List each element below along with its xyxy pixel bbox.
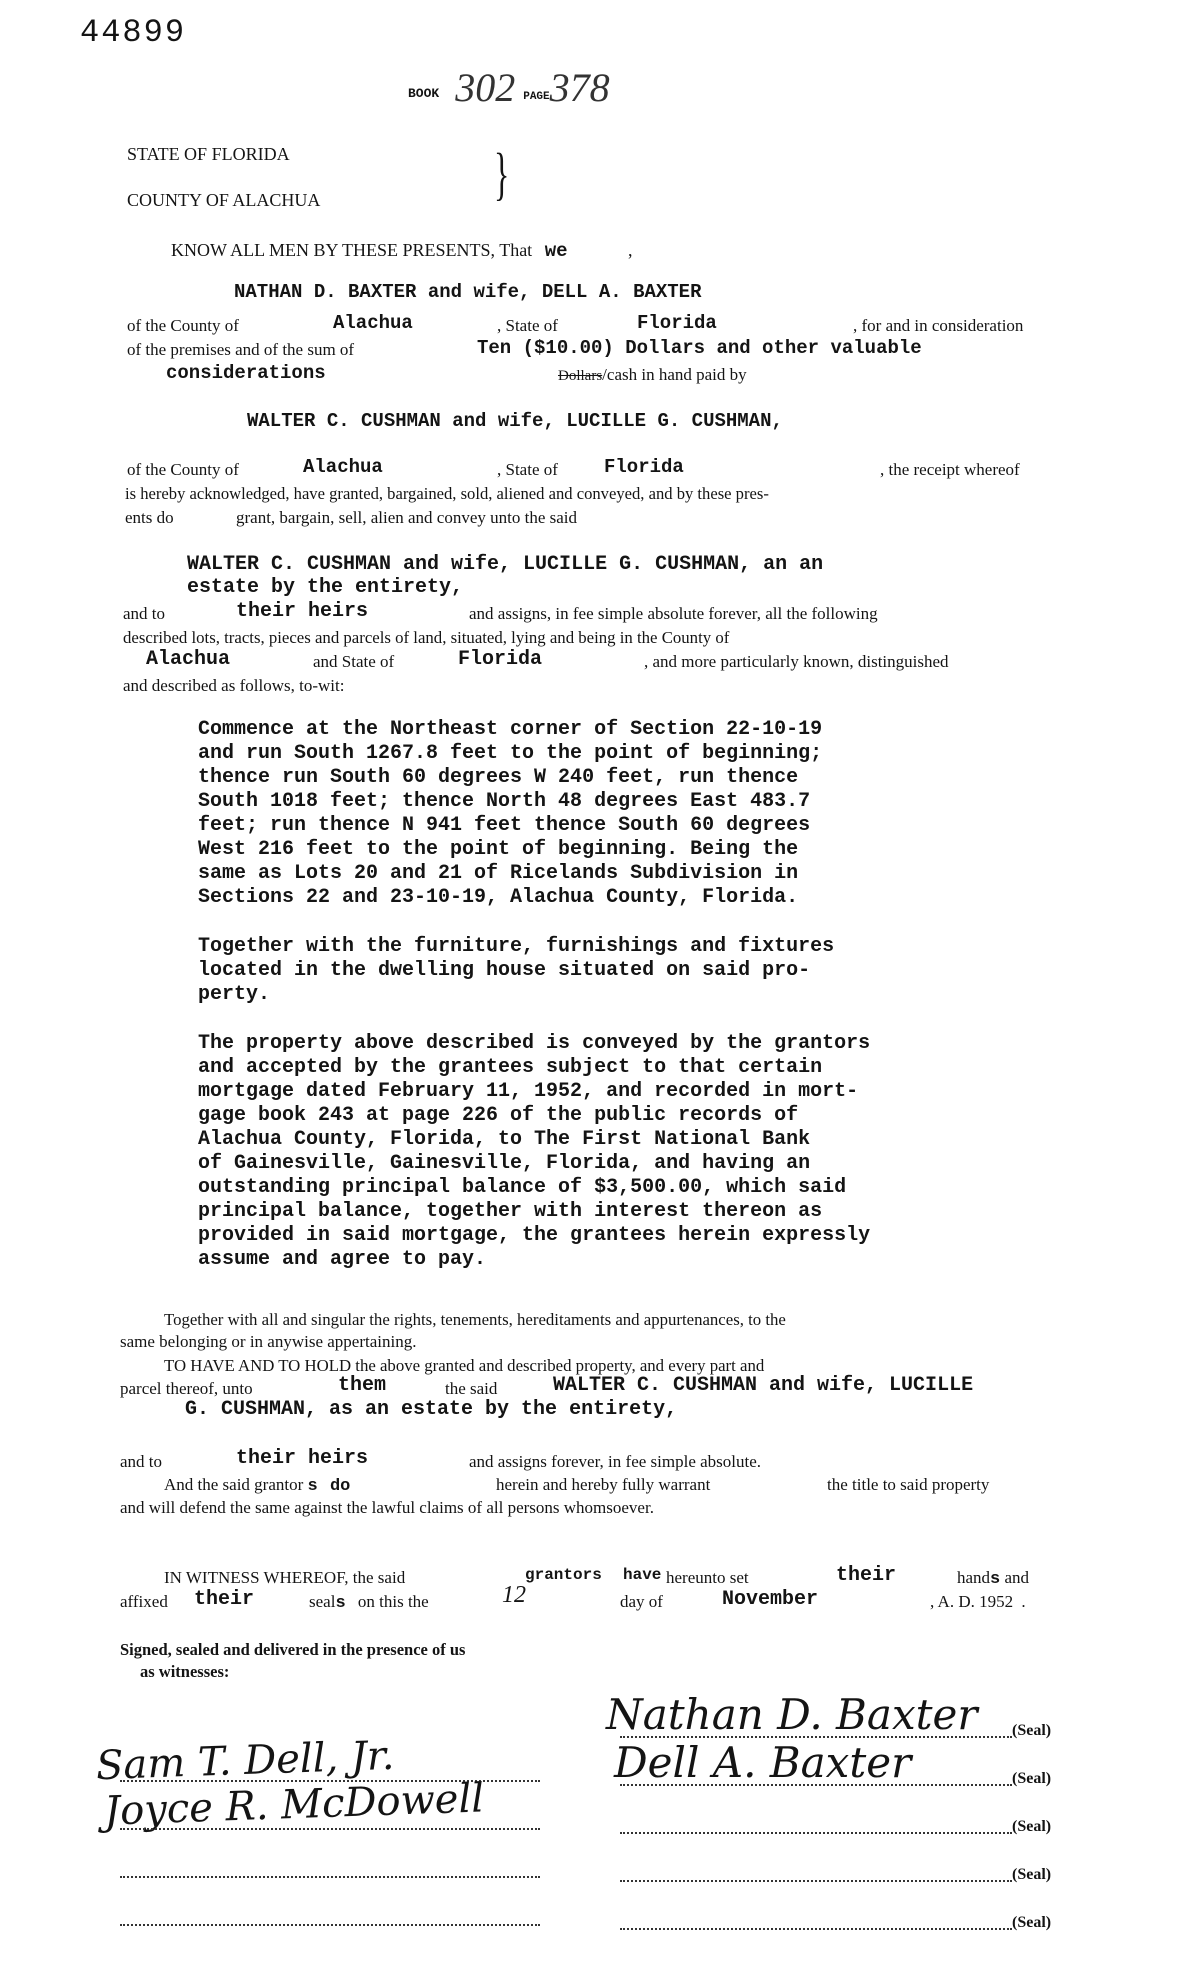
seal-label-5: (Seal): [1012, 1914, 1052, 1931]
hands-and: [957, 1568, 1029, 1589]
and-word: and: [1004, 1568, 1030, 1587]
furniture-clause: Together with the furniture, furnishings and fixtures located in the dwelling house situated on said pro- perty.: [198, 935, 835, 1006]
witness-line-2: [120, 1828, 540, 1830]
ents-do: ents do: [125, 508, 174, 527]
seals-on: [309, 1592, 429, 1613]
grantees-name: WALTER C. CUSHMAN and wife, LUCILLE G. CUSHMAN,: [247, 410, 783, 432]
page-number: 378: [549, 65, 610, 110]
page-label: PAGE: [523, 91, 550, 103]
anno-domini: [930, 1592, 1026, 1612]
heirs-1: their heirs: [236, 600, 369, 623]
grantors-name: NATHAN D. BAXTER and wife, DELL A. BAXTER: [234, 281, 702, 303]
presence-line-2: as witnesses:: [140, 1662, 230, 1681]
to-wit: and described as follows, to-wit:: [123, 676, 345, 695]
presence-line-1: Signed, sealed and delivered in the presence of us: [120, 1640, 466, 1659]
that-we: we: [544, 240, 568, 262]
book-label: BOOK: [408, 86, 440, 101]
county-2: Alachua: [303, 456, 383, 478]
herein-warrant: herein and hereby fully warrant: [496, 1475, 711, 1494]
know-all-text: KNOW ALL MEN BY THESE PRESENTS, That: [171, 240, 533, 260]
in-witness: IN WITNESS WHEREOF, the said: [164, 1568, 406, 1587]
unto-them: them: [338, 1374, 387, 1397]
receipt-text: , the receipt whereof: [880, 460, 1020, 479]
book-number: 302: [455, 65, 516, 110]
fee-simple: and assigns, in fee simple absolute forever, all the following: [469, 604, 878, 623]
for-consideration: , for and in consideration: [853, 316, 1024, 335]
seal-line-3: [620, 1832, 1012, 1834]
grantees-estate-1: WALTER C. CUSHMAN and wife, LUCILLE G. CUSHMAN, an an: [187, 553, 824, 576]
have-and-hold: TO HAVE AND TO HOLD the above granted and described property, and every part and: [164, 1356, 765, 1375]
book-page-stamp: [408, 64, 610, 111]
the-said: the said: [445, 1379, 498, 1398]
title-property: the title to said property: [827, 1475, 990, 1494]
grantor-do: do: [329, 1477, 351, 1496]
dollars-struck: Dollars/cash in hand paid by: [558, 365, 747, 384]
holder-names-2: G. CUSHMAN, as an estate by the entirety,: [185, 1398, 678, 1421]
grantor-signature-1: Nathan D. Baxter: [606, 1690, 978, 1739]
month: November: [722, 1588, 819, 1611]
ad-year: , A. D. 1952: [930, 1592, 1014, 1611]
heirs-2: their heirs: [236, 1447, 369, 1470]
acknowledged-line: is hereby acknowledged, have granted, bargained, sold, aliened and conveyed, and by these pres-: [125, 484, 769, 503]
state-of-2: , State of: [497, 460, 558, 479]
cash-paid: cash in hand paid by: [606, 365, 747, 384]
state-1: Florida: [637, 312, 717, 334]
seal-line-5: [620, 1928, 1012, 1930]
county-3: Alachua: [146, 648, 231, 671]
hereunto-set: hereunto set: [666, 1568, 749, 1587]
hand-word: hand: [957, 1568, 991, 1587]
parcel-thereof: parcel thereof, unto: [120, 1379, 253, 1398]
seal-label-1: (Seal): [1012, 1722, 1052, 1739]
witness-line-4: [120, 1924, 540, 1926]
have-word: have: [623, 1566, 662, 1584]
witness-line-3: [120, 1876, 540, 1878]
said-grantor: [164, 1475, 350, 1496]
said-grantor-text: And the said grantor: [164, 1475, 304, 1494]
grantor-s: s: [307, 1477, 318, 1496]
document-number: 44899: [80, 14, 187, 51]
affixed: affixed: [120, 1592, 168, 1611]
know-all-men: KNOW ALL MEN BY THESE PRESENTS, That we ,: [171, 240, 633, 262]
seal-s: s: [335, 1594, 346, 1613]
grant-bargain: grant, bargain, sell, alien and convey unto the said: [236, 508, 578, 527]
state-3: Florida: [458, 648, 543, 671]
day-number: 12: [502, 1582, 526, 1608]
state-2: Florida: [604, 456, 684, 478]
mortgage-clause: The property above described is conveyed by the grantors and accepted by the grantees subject to that certain mortgage dated February 11, 1952, and recorded in mort- gage book 243 at page 226 of the public records of Alachua County, Florida, to The First National Bank of Gainesville, Gainesville, Florida, and having an outstanding principal balance of $3,500.00, which said principal balance, together with interest thereon as provided in said mortgage, the grantees herein expressly assume and agree to pay.: [198, 1032, 871, 1271]
seal-label-3: (Seal): [1012, 1818, 1052, 1835]
state-line: STATE OF FLORIDA: [127, 144, 290, 164]
dollars-struck-text: Dollars: [558, 368, 603, 384]
seal-line-2: [620, 1784, 1012, 1786]
state-of-1: , State of: [497, 316, 558, 335]
grantors-word: grantors: [525, 1566, 602, 1584]
county-1: Alachua: [333, 312, 413, 334]
holder-names: WALTER C. CUSHMAN and wife, LUCILLE: [553, 1374, 974, 1397]
appurtenances-2: same belonging or in anywise appertaining.: [120, 1332, 417, 1351]
grantees-estate-2: estate by the entirety,: [187, 576, 464, 599]
their-2: their: [194, 1588, 255, 1611]
county-line: COUNTY OF ALACHUA: [127, 190, 321, 210]
on-this-the: on this the: [357, 1592, 429, 1611]
witness-signature-2: Joyce R. McDowell: [103, 1775, 485, 1835]
premises-text: of the premises and of the sum of: [127, 340, 355, 359]
witness-signature-1: Sam T. Dell, Jr.: [95, 1732, 396, 1790]
grantor-signature-2: Dell A. Baxter: [614, 1738, 912, 1787]
ad-period: .: [1021, 1592, 1026, 1611]
seal-label-4: (Seal): [1012, 1866, 1052, 1883]
seal-label-2: (Seal): [1012, 1770, 1052, 1787]
assigns-forever: and assigns forever, in fee simple absolute.: [469, 1452, 762, 1471]
of-county-1: of the County of: [127, 316, 239, 335]
defend-line: and will defend the same against the lawful claims of all persons whomsoever.: [120, 1498, 654, 1517]
considerations: considerations: [166, 362, 326, 384]
and-state: and State of: [313, 652, 395, 671]
legal-description: Commence at the Northeast corner of Section 22-10-19 and run South 1267.8 feet to the point of beginning; thence run South 60 degrees W 240 feet, run thence South 1018 feet; thence North 48 degrees East 483.7 feet; run thence N 941 feet thence South 60 degrees West 216 feet to the point of beginning. Being the same as Lots 20 and 21 of Ricelands Subdivision in Sections 22 and 23-10-19, Alachua County, Florida.: [198, 718, 823, 909]
seal-line-4: [620, 1880, 1012, 1882]
of-county-2: of the County of: [127, 460, 239, 479]
particularly: , and more particularly known, distinguished: [644, 652, 949, 671]
seal-word: seal: [309, 1592, 336, 1611]
sum-text: Ten ($10.00) Dollars and other valuable: [477, 337, 922, 359]
their-1: their: [836, 1564, 897, 1587]
described-line: described lots, tracts, pieces and parcels of land, situated, lying and being in the County of: [123, 628, 730, 647]
and-to-1: and to: [123, 604, 166, 623]
appurtenances-1: Together with all and singular the rights, tenements, hereditaments and appurtenances, to the: [164, 1310, 786, 1329]
hand-s: s: [990, 1570, 1001, 1589]
day-of: day of: [620, 1592, 663, 1611]
and-to-2: and to: [120, 1452, 163, 1471]
brace: }: [494, 141, 510, 206]
